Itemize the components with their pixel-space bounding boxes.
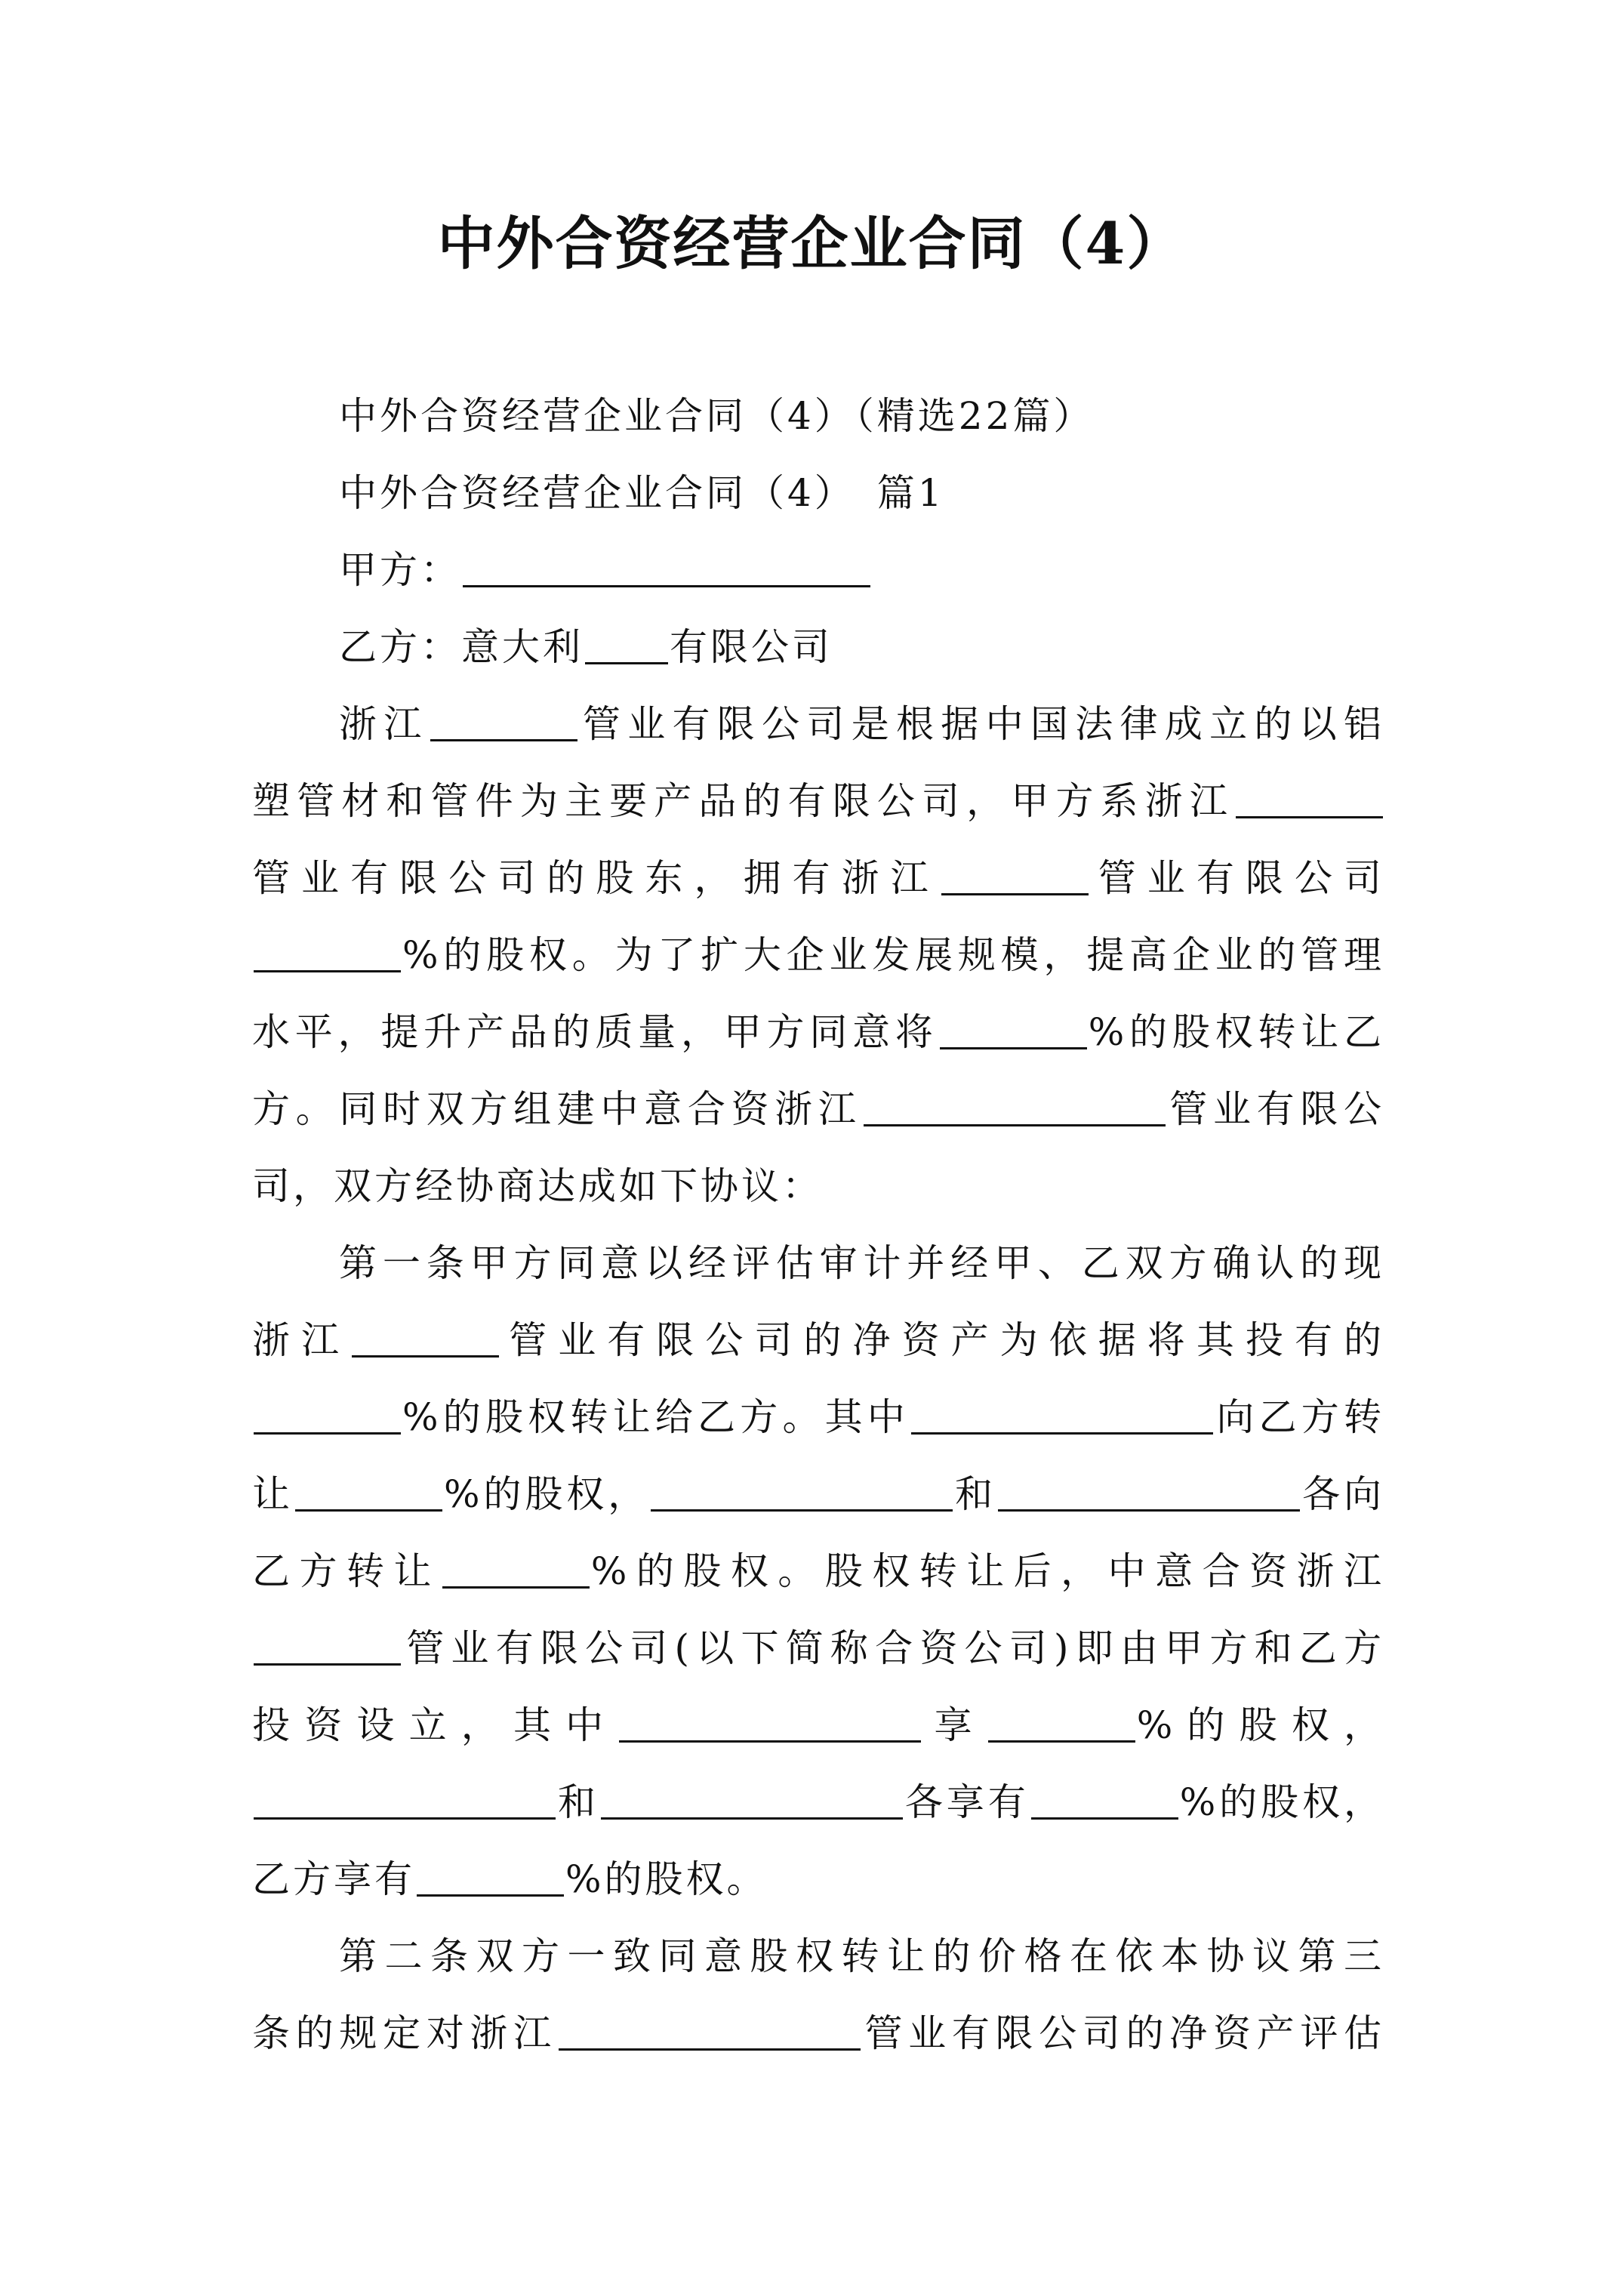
section-heading-text: 中外合资经营企业合同（4） 篇1 <box>339 471 945 515</box>
fill-blank <box>1236 780 1383 818</box>
text-segment: %的股权， <box>443 1472 650 1516</box>
fill-blank <box>651 1473 953 1512</box>
paragraph-line <box>252 1379 1384 1456</box>
text-segment: 管业有限公 <box>1166 1087 1384 1131</box>
fill-blank <box>601 1781 903 1820</box>
text-segment: 和 <box>954 1472 997 1516</box>
text-segment: 乙方享有 <box>252 1857 415 1901</box>
paragraph-line <box>252 1841 1384 1918</box>
paragraph-line <box>252 1687 1384 1764</box>
text-segment: %的股权转让乙 <box>1088 1010 1384 1054</box>
text-segment: 管业有限公司的股东，拥有浙江 <box>252 856 940 900</box>
text-segment: 各向 <box>1301 1472 1384 1516</box>
fill-blank <box>295 1473 442 1512</box>
text-segment: 向乙方转 <box>1215 1395 1384 1439</box>
paragraph-line <box>252 1764 1384 1841</box>
document-title: 中外合资经营企业合同（4） <box>437 210 1186 277</box>
fill-blank <box>1031 1781 1178 1820</box>
text-segment: 让 <box>252 1472 294 1516</box>
fill-blank <box>911 1396 1213 1435</box>
paragraph-line <box>252 1225 1384 1302</box>
text-segment: %的股权转让给乙方。其中 <box>402 1395 910 1439</box>
text-segment: %的股权。为了扩大企业发展规模，提高企业的管理 <box>402 933 1384 977</box>
text-segment: 第一条甲方同意以经评估审计并经甲、乙双方确认的现 <box>339 1241 1384 1285</box>
paragraph-line <box>252 1456 1384 1533</box>
paragraph-line <box>252 840 1384 917</box>
party-b-label: 乙方：意大利 <box>339 625 584 669</box>
party-a-line <box>252 532 1384 609</box>
paragraph-line <box>252 994 1384 1071</box>
section-heading-line <box>252 455 1384 532</box>
text-segment: 浙江 <box>339 702 429 746</box>
fill-blank <box>254 934 401 972</box>
fill-blank <box>940 1011 1087 1049</box>
text-segment: 管业有限公司的净资产为依据将其投有的 <box>500 1318 1384 1362</box>
party-a-blank <box>463 549 870 587</box>
paragraph-line <box>252 1302 1384 1379</box>
paragraph-line <box>252 1995 1384 2072</box>
text-segment: 和 <box>557 1780 599 1824</box>
paragraph-line <box>252 686 1384 763</box>
text-segment: 第二条双方一致同意股权转让的价格在依本协议第三 <box>339 1934 1384 1978</box>
party-b-blank <box>585 626 668 664</box>
text-segment: 条的规定对浙江 <box>252 2011 557 2055</box>
text-segment: 享 <box>922 1703 987 1747</box>
paragraph-line <box>252 1610 1384 1687</box>
fill-blank <box>988 1704 1135 1743</box>
fill-blank <box>254 1627 401 1666</box>
text-segment: 管业有限公司是根据中国法律成立的以铝 <box>578 702 1384 746</box>
fill-blank <box>430 703 577 741</box>
fill-blank <box>619 1704 921 1743</box>
fill-blank <box>941 857 1089 895</box>
text-segment: %的股权。股权转让后，中意合资浙江 <box>590 1549 1384 1593</box>
fill-blank <box>254 1781 556 1820</box>
paragraph-line <box>252 1148 1384 1225</box>
text-segment: 方。同时双方组建中意合资浙江 <box>252 1087 862 1131</box>
text-segment: 管业有限公司的净资产评估 <box>861 2011 1384 2055</box>
paragraph-line <box>252 1071 1384 1148</box>
paragraph-line <box>252 763 1384 840</box>
fill-blank <box>864 1088 1166 1126</box>
text-segment: 乙方转让 <box>252 1549 441 1593</box>
text-segment: %的股权。 <box>565 1857 768 1901</box>
text-segment: %的股权， <box>1179 1780 1384 1824</box>
document-body <box>252 378 1384 2072</box>
text-segment: 管业有限公司 <box>1089 856 1384 900</box>
text-segment: %的股权， <box>1136 1703 1384 1747</box>
text-segment: 塑管材和管件为主要产品的有限公司，甲方系浙江 <box>252 779 1234 823</box>
fill-blank <box>352 1319 499 1358</box>
fill-blank <box>442 1550 590 1589</box>
text-segment: 司，双方经协商达成如下协议： <box>252 1164 823 1208</box>
text-segment: 水平，提升产品的质量，甲方同意将 <box>252 1010 938 1054</box>
text-segment: 管业有限公司(以下简称合资公司)即由甲方和乙方 <box>402 1626 1384 1670</box>
fill-blank <box>417 1858 564 1897</box>
subtitle-line <box>252 378 1384 455</box>
paragraph-line <box>252 1533 1384 1610</box>
subtitle-text: 中外合资经营企业合同（4）（精选22篇） <box>339 394 1095 438</box>
text-segment: 投资设立，其中 <box>252 1703 618 1747</box>
text-segment: 各享有 <box>904 1780 1030 1824</box>
paragraph-line <box>252 917 1384 994</box>
text-segment: 浙江 <box>252 1318 351 1362</box>
party-b-line <box>252 609 1384 686</box>
party-b-suffix: 有限公司 <box>670 625 833 669</box>
paragraph-line <box>252 1918 1384 1995</box>
fill-blank <box>559 2012 861 2051</box>
fill-blank <box>998 1473 1300 1512</box>
party-a-label: 甲方： <box>339 548 461 592</box>
fill-blank <box>254 1396 401 1435</box>
